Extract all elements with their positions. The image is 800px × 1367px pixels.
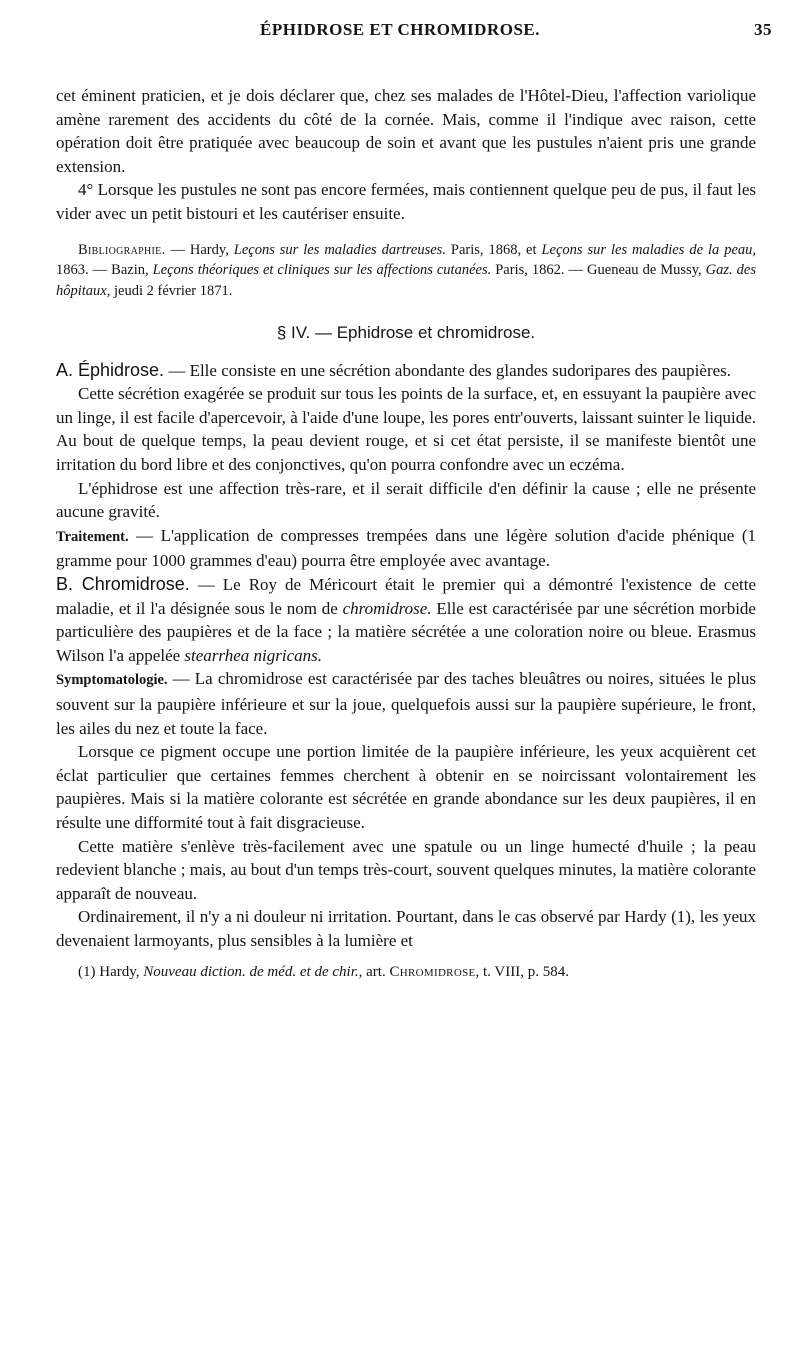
- bibliography-title: Leçons sur les maladies de la peau,: [541, 241, 757, 258]
- footnote: [56, 961, 756, 985]
- runin-heading: Traitement.: [56, 528, 129, 545]
- italic-term: stearrhea nigricans.: [184, 645, 322, 665]
- footnote-title: Nouveau diction. de méd. et de chir.,: [143, 963, 363, 980]
- bibliography-text: jeudi 2 février 1871.: [110, 282, 233, 299]
- bibliography-label: Bibliographie.: [78, 241, 166, 258]
- bibliography-text: Paris, 1862. — Gueneau de Mussy,: [491, 262, 706, 279]
- running-header: [0, 20, 800, 50]
- symptomatologie-paragraph: [56, 667, 756, 740]
- header-title: ÉPHIDROSE ET CHROMIDROSE.: [260, 20, 540, 39]
- subsection-heading: A. Éphidrose.: [56, 359, 165, 380]
- chromidrose-paragraph: [56, 573, 756, 667]
- paragraph: cet éminent praticien, et je dois déclarer que, chez ses malades de l'Hôtel-Dieu, l'affection variolique amène rarement des accidents du côté de la cornée. Mais, comme il l'indique avec raison, cette opération doit être pratiquée avec beaucoup de soin et avant que les pustules n'aient pris une grande extension.: [56, 86, 756, 176]
- paragraph-text: — L'application de compresses trempées dans une légère solution d'acide phénique (1 gramme pour 1000 grammes d'eau) pourra être employée avec avantage.: [56, 525, 756, 571]
- paragraph: Cette sécrétion exagérée se produit sur tous les points de la surface, et, en essuyant la paupière avec un linge, il est facile d'apercevoir, à l'aide d'une loupe, les pores entr'ouverts, laissant suinter le liquide. Au bout de quelque temps, la peau devient rouge, et si cet état persiste, il se manifeste bientôt une irritation du bord libre et des conjonctives, qu'on pourra confondre avec un eczéma.: [56, 384, 756, 475]
- bibliography-text: — Hardy,: [165, 241, 234, 258]
- paragraph-text: — La chromidrose est caractérisée par des taches bleuâtres ou noires, situées le plus souvent sur la paupière inférieure et sur la joue, quelquefois aussi sur la paupière supérieure, le front, les ailes du nez et toute la face.: [56, 669, 756, 738]
- section-title: § IV. — Ephidrose et chromidrose.: [276, 323, 536, 343]
- bibliography-title: Gaz. des hôpitaux,: [56, 262, 756, 299]
- footnote-text: , t. VIII, p. 584.: [475, 963, 569, 980]
- footnote-text: art.: [362, 963, 390, 980]
- runin-heading: Symptomatologie.: [56, 672, 168, 689]
- paragraph: Cette matière s'enlève très-facilement avec une spatule ou un linge humecté d'huile ; la peau redevient blanche ; mais, au bout d'un temps très-court, souvent quelques minutes, la matière colorante apparaît de nouveau.: [56, 836, 756, 903]
- paragraph-text: — Elle consiste en une sécrétion abondante des glandes sudoripares des paupières.: [164, 360, 732, 380]
- paragraph: L'éphidrose est une affection très-rare, et il serait difficile d'en définir la cause ; elle ne présente aucune gravité.: [56, 478, 756, 522]
- bibliography-title: Leçons sur les maladies dartreuses.: [233, 241, 446, 258]
- footnote-text: (1) Hardy,: [78, 963, 144, 980]
- bibliography-text: Paris, 1868, et: [445, 241, 542, 258]
- paragraph-text: — Le Roy de Méricourt était le premier qui a démontré l'existence de cette maladie, et il l'a désignée sous le nom de: [56, 575, 756, 618]
- italic-term: chromidrose.: [342, 598, 432, 618]
- bibliography-title: Leçons théoriques et cliniques sur les affections cutanées.: [152, 262, 492, 279]
- footnote-article: Chromidrose: [389, 963, 476, 980]
- subsection-heading: B. Chromidrose.: [56, 574, 190, 594]
- bibliography-text: 1863. — Bazin,: [56, 262, 153, 279]
- paragraph-text: Elle est caractérisée par une sécrétion morbide particulière des paupières et de la face ; la matière sécrétée a une coloration noire ou bleue. Erasmus Wilson l'a appelée: [56, 598, 756, 665]
- ephidrose-paragraph: [56, 359, 756, 383]
- bibliography: [56, 240, 756, 302]
- paragraph: Lorsque ce pigment occupe une portion limitée de la paupière inférieure, les yeux acquièrent cet éclat particulier que certaines femmes cherchent à obtenir en se noircissant volontairement les paupières. Mais si la matière colorante est sécrétée en grande abondance sur les deux paupières, il en résulte une difformité tout à fait disgracieuse.: [56, 742, 756, 832]
- paragraph: 4° Lorsque les pustules ne sont pas encore fermées, mais contiennent quelque peu de pus, il faut les vider avec un petit bistouri et les cautériser ensuite.: [56, 180, 756, 223]
- page-body: [56, 84, 756, 984]
- traitement-paragraph: [56, 524, 756, 573]
- paragraph: Ordinairement, il n'y a ni douleur ni irritation. Pourtant, dans le cas observé par Hardy (1), les yeux devenaient larmoyants, plus sensibles à la lumière et: [56, 907, 756, 950]
- page-number: 35: [754, 20, 772, 39]
